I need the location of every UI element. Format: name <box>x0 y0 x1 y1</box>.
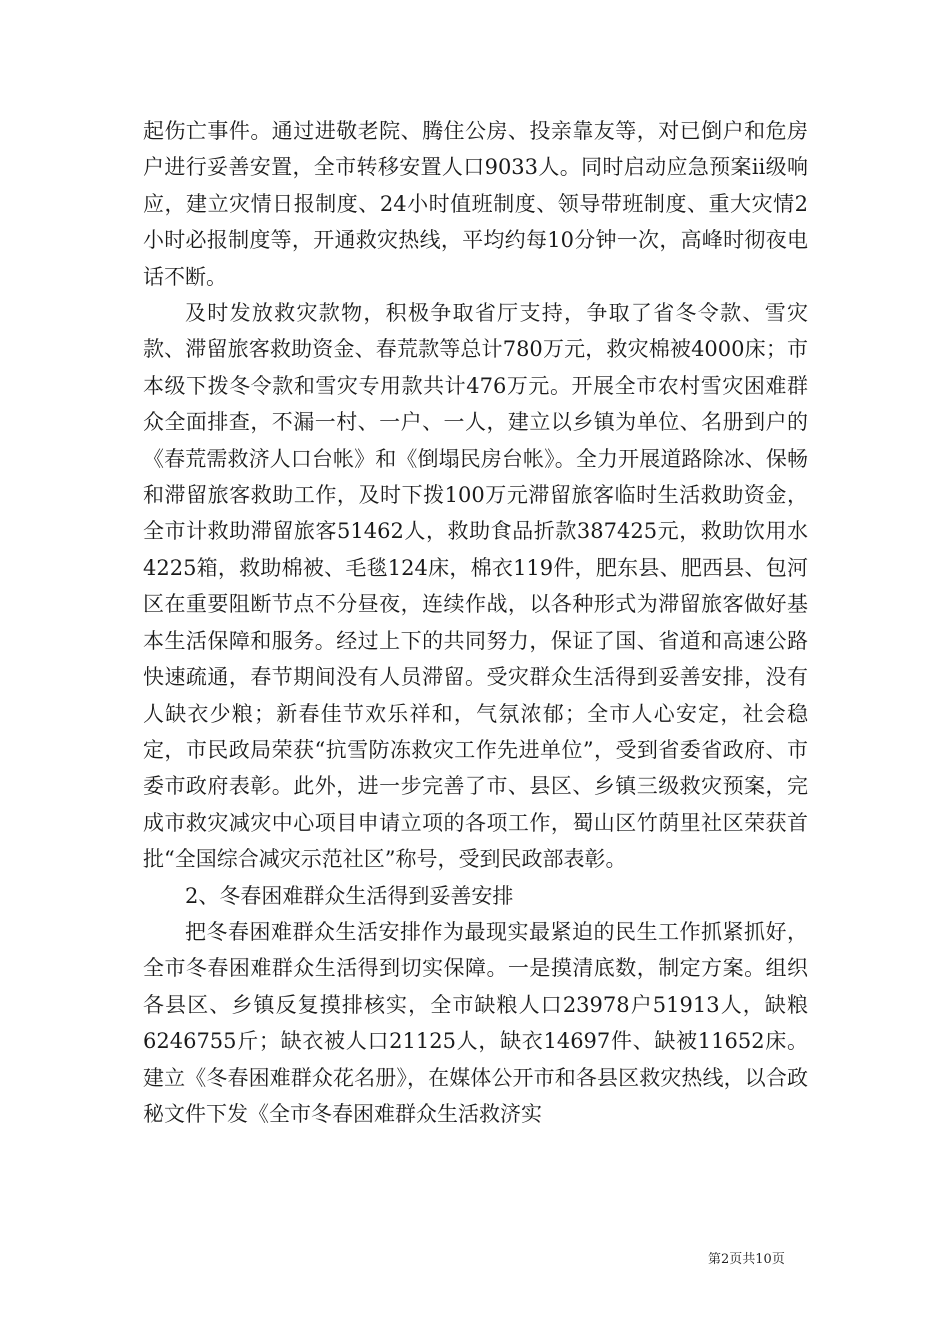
page-number: 第2页共10页 <box>708 1252 785 1267</box>
document-body <box>143 113 808 1132</box>
section-heading-2: 2、冬春困难群众生活得到妥善安排 <box>185 883 514 908</box>
paragraph-3: 把冬春困难群众生活安排作为最现实最紧迫的民生工作抓紧抓好，全市冬春困难群众生活得到切实保障。一是摸清底数，制定方案。组织各县区、乡镇反复摸排核实，全市缺粮人口23978户51913人，缺粮6246755斤；缺衣被人口21125人，缺衣14697件、缺被11652床。建立《冬春困难群众花名册》，在媒体公开市和各县区救灾热线，以合政秘文件下发《全市冬春困难群众生活救济实 <box>143 919 808 1126</box>
paragraph-1: 起伤亡事件。通过进敬老院、腾住公房、投亲靠友等，对已倒户和危房户进行妥善安置，全市转移安置人口9033人。同时启动应急预案ⅱ级响应，建立灾情日报制度、24小时值班制度、领导带班制度、重大灾情2小时必报制度等，开通救灾热线，平均约每10分钟一次，高峰时彻夜电话不断。 <box>143 119 808 289</box>
paragraph-2: 及时发放救灾款物，积极争取省厅支持，争取了省冬令款、雪灾款、滞留旅客救助资金、春荒款等总计780万元，救灾棉被4000床；市本级下拨冬令款和雪灾专用款共计476万元。开展全市农村雪灾困难群众全面排查，不漏一村、一户、一人，建立以乡镇为单位、名册到户的《春荒需救济人口台帐》和《倒塌民房台帐》。全力开展道路除冰、保畅和滞留旅客救助工作，及时下拨100万元滞留旅客临时生活救助资金，全市计救助滞留旅客51462人，救助食品折款387425元，救助饮用水4225箱，救助棉被、毛毯124床，棉衣119件，肥东县、肥西县、包河区在重要阻断节点不分昼夜，连续作战，以各种形式为滞留旅客做好基本生活保障和服务。经过上下的共同努力，保证了国、省道和高速公路快速疏通，春节期间没有人员滞留。受灾群众生活得到妥善安排，没有人缺衣少粮；新春佳节欢乐祥和，气氛浓郁；全市人心安定，社会稳定，市民政局荣获“抗雪防冻救灾工作先进单位”，受到省委省政府、市委市政府表彰。此外，进一步完善了市、县区、乡镇三级救灾预案，完成市救灾减灾中心项目申请立项的各项工作，蜀山区竹荫里社区荣获首批“全国综合减灾示范社区”称号，受到民政部表彰。 <box>143 301 808 872</box>
